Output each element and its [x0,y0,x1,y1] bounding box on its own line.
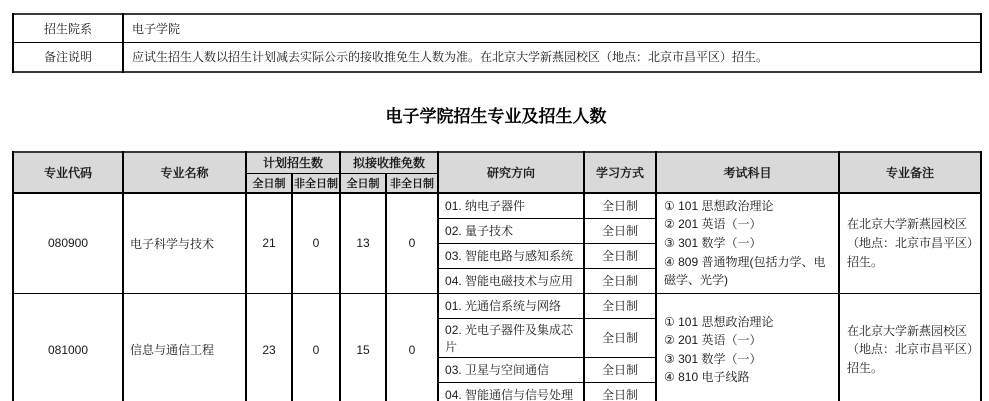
info-label-notes: 备注说明 [13,42,123,72]
exam-subject-line: ② 201 英语（一） [664,333,762,348]
info-table [12,13,982,73]
recommended-full-time: 13 [340,193,386,293]
study-mode: 全日制 [584,243,656,268]
study-mode: 全日制 [584,382,656,401]
planned-part-time: 0 [292,293,340,401]
title-wrap [12,102,980,127]
info-row-department [13,14,981,42]
admissions-table [12,151,982,401]
col-header-name: 专业名称 [123,152,246,193]
research-direction: 02. 光电子器件及集成芯片 [438,318,584,357]
col-header-recommended: 拟接收推免数 [340,152,438,173]
program-code: 081000 [13,293,123,401]
col-header-remarks: 专业备注 [839,152,981,193]
exam-subject-line: ① 101 思想政治理论 [664,314,774,329]
col-header-recommended-part-time: 非全日制 [386,173,438,193]
research-direction: 03. 智能电路与感知系统 [438,243,584,268]
study-mode: 全日制 [584,268,656,293]
research-direction: 01. 纳电子器件 [438,193,584,218]
program-remarks: 在北京大学新燕园校区（地点：北京市昌平区）招生。 [839,193,981,293]
study-mode: 全日制 [584,357,656,382]
table-row [13,293,981,318]
exam-subject-line: ① 101 思想政治理论 [664,198,774,213]
exam-subject-line: ④ 809 普通物理(包括力学、电磁学、光学) [664,254,826,288]
exam-subject-line: ③ 301 数学（一） [664,351,762,366]
exam-subject-line: ② 201 英语（一） [664,217,762,232]
planned-full-time: 21 [246,193,292,293]
research-direction: 01. 光通信系统与网络 [438,293,584,318]
table-header [13,152,981,193]
research-direction: 02. 量子技术 [438,218,584,243]
col-header-recommended-full-time: 全日制 [340,173,386,193]
planned-part-time: 0 [292,193,340,293]
col-header-planned: 计划招生数 [246,152,340,173]
research-direction: 04. 智能通信与信号处理 [438,382,584,401]
exam-subject-line: ④ 810 电子线路 [664,370,750,385]
table-body [13,193,981,401]
info-value-department: 电子学院 [123,14,981,42]
study-mode: 全日制 [584,218,656,243]
study-mode: 全日制 [584,293,656,318]
planned-full-time: 23 [246,293,292,401]
col-header-direction: 研究方向 [438,152,584,193]
exam-subject-line: ③ 301 数学（一） [664,235,762,250]
study-mode: 全日制 [584,318,656,357]
col-header-study-mode: 学习方式 [584,152,656,193]
col-header-code: 专业代码 [13,152,123,193]
col-header-exam-subjects: 考试科目 [656,152,839,193]
study-mode: 全日制 [584,193,656,218]
page-title: 电子学院招生专业及招生人数 [385,107,607,126]
exam-subjects [656,293,839,401]
recommended-part-time: 0 [386,293,438,401]
table-row [13,193,981,218]
info-label-department: 招生院系 [13,14,123,42]
recommended-full-time: 15 [340,293,386,401]
program-name: 信息与通信工程 [123,293,246,401]
info-value-notes: 应试生招生人数以招生计划减去实际公示的接收推免生人数为准。在北京大学新燕园校区（地点：北京市昌平区）招生。 [123,42,981,72]
recommended-part-time: 0 [386,193,438,293]
program-name: 电子科学与技术 [123,193,246,293]
exam-subjects [656,193,839,293]
program-remarks: 在北京大学新燕园校区（地点：北京市昌平区）招生。 [839,293,981,401]
research-direction: 04. 智能电磁技术与应用 [438,268,584,293]
info-row-notes [13,42,981,72]
col-header-planned-full-time: 全日制 [246,173,292,193]
program-code: 080900 [13,193,123,293]
header-row-1 [13,152,981,173]
col-header-planned-part-time: 非全日制 [292,173,340,193]
research-direction: 03. 卫星与空间通信 [438,357,584,382]
